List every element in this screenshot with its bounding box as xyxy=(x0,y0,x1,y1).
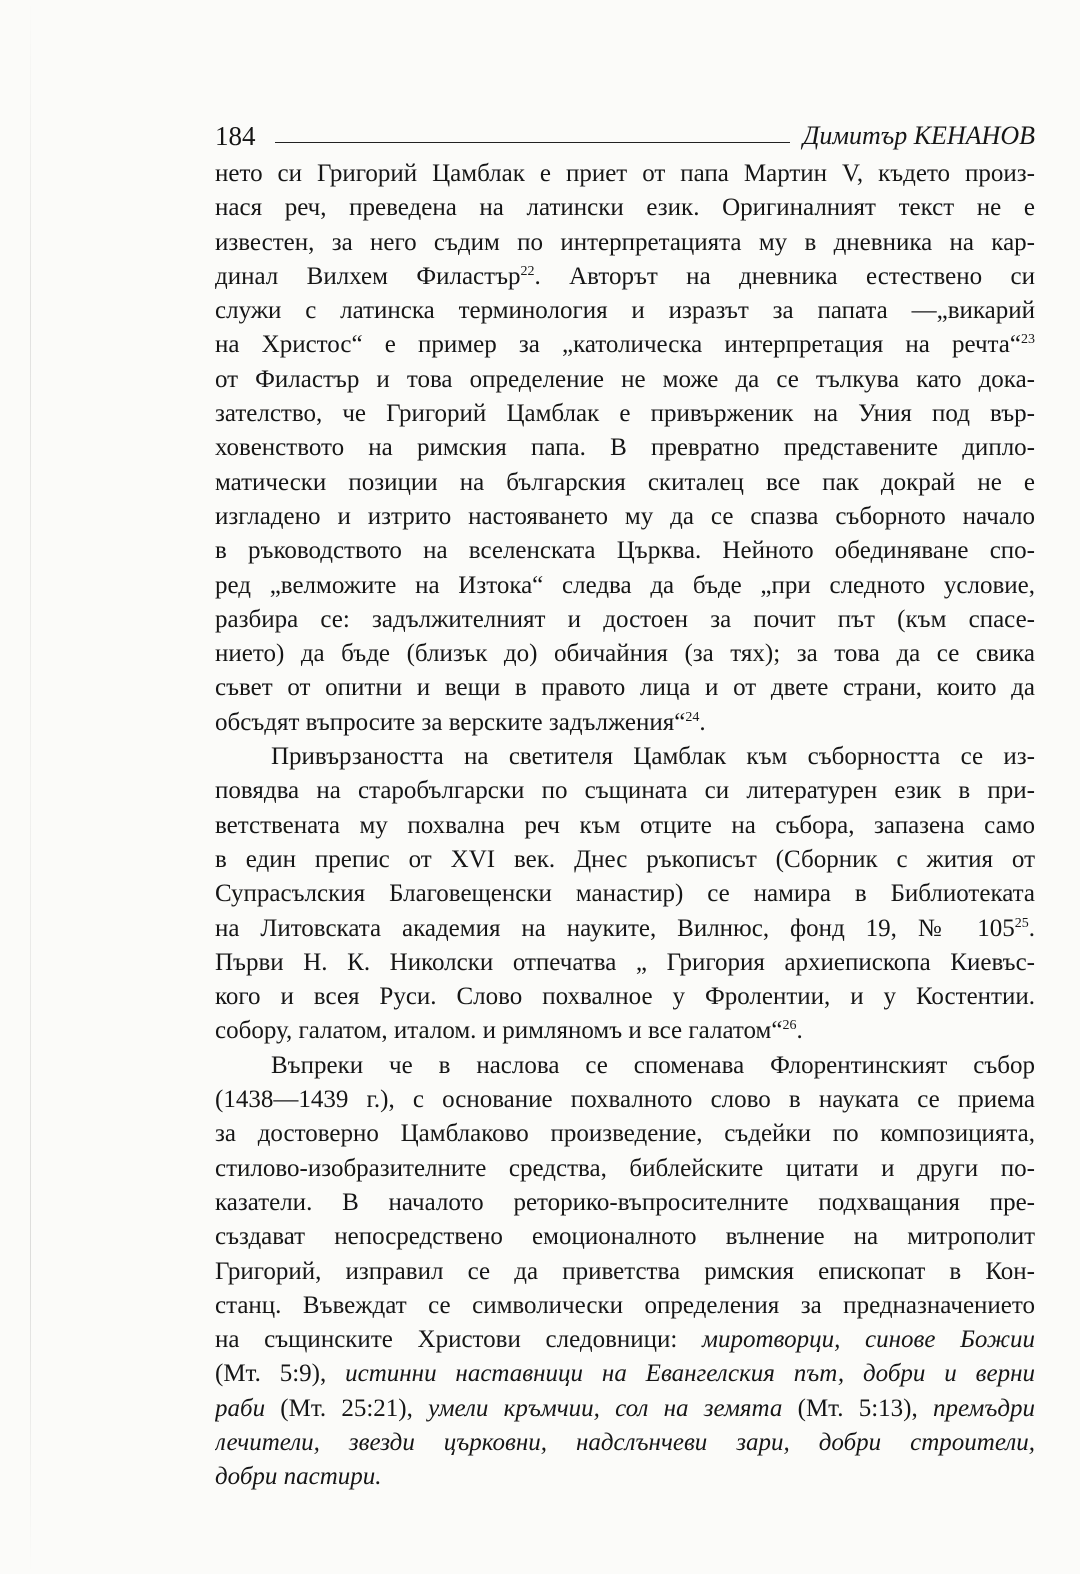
text-run: създават непосредствено емоционалното вълнение на митрополит xyxy=(215,1223,1035,1251)
text-run: изгладено и изтрито настояването му да се спазва съборното начало xyxy=(215,502,1035,530)
text-line xyxy=(215,157,1035,191)
text-line xyxy=(215,706,1035,740)
text-line xyxy=(215,569,1035,603)
text-run: зателство, че Григорий Цамблак е привърженик на Уния под вър- xyxy=(215,400,1035,428)
text-run: (Мт. 25:21), xyxy=(265,1394,429,1422)
footnote-ref: 22 xyxy=(520,263,535,279)
italic-text: миротворци, синове Божии xyxy=(702,1326,1035,1354)
text-line xyxy=(215,1083,1035,1117)
text-line xyxy=(215,431,1035,465)
text-run: ветствената му похвална реч към отците на събора, запазена само xyxy=(215,811,1035,839)
italic-text: истинни наставници на Евангелския път, добри и верни xyxy=(345,1360,1035,1388)
text-line xyxy=(215,1117,1035,1151)
text-line xyxy=(215,500,1035,534)
text-run: обсъдят въпросите за верските задължения“ xyxy=(215,708,686,736)
text-run: матически позиции на българския скиталец все пак докрай не е xyxy=(215,468,1035,496)
text-line xyxy=(215,363,1035,397)
text-run: нието) да бъде (близък до) обичайния (за тях); за това да се свика xyxy=(215,640,1035,668)
text-run: в ръководството на вселенската Църква. Нейното обединяване спо- xyxy=(215,537,1035,565)
text-run: нето си Григорий Цамблак е приет от папа Мартин V, където произ- xyxy=(215,160,1035,187)
text-line xyxy=(215,1426,1035,1460)
italic-text: умели кръмчии, сол на земята xyxy=(428,1394,783,1422)
text-line xyxy=(215,740,1035,774)
text-run: за достоверно Цамблаково произведение, съдейки по композицията, xyxy=(215,1120,1035,1148)
text-run: (1438—1439 г.), с основание похвалното слово в науката се приема xyxy=(215,1086,1035,1114)
footnote-ref: 23 xyxy=(1021,332,1035,348)
text-line xyxy=(215,637,1035,671)
text-line xyxy=(215,1323,1035,1357)
text-run: на Христос“ е пример за „католическа интерпретация на речта“ xyxy=(215,331,1021,359)
text-run: . Авторът на дневника естествено си xyxy=(534,262,1035,290)
text-run: на същинските Христови следовници: xyxy=(215,1326,703,1354)
italic-text: премъдри xyxy=(932,1394,1035,1422)
text-line xyxy=(215,1460,1035,1494)
text-line xyxy=(215,1186,1035,1220)
text-run: Супрасълския Благовещенски манастир) се намира в Библиотеката xyxy=(215,880,1035,908)
page-header xyxy=(215,118,1035,154)
header-rule xyxy=(275,142,790,143)
body-text xyxy=(215,157,1035,1495)
running-head-author: Димитър КЕНАНОВ xyxy=(802,121,1035,150)
text-run: динал Вилхем Филастър xyxy=(215,262,521,290)
text-run: съвет от опитни и вещи в правото лица и от двете страни, които да xyxy=(215,674,1035,702)
text-run: Григорий, изправил се да приветства римския епископат в Кон- xyxy=(215,1257,1035,1285)
text-line xyxy=(215,843,1035,877)
text-run: казатели. В началото реторико-въпросителните подхващания пре- xyxy=(215,1188,1035,1216)
text-line xyxy=(215,946,1035,980)
italic-text: добри пастири. xyxy=(215,1463,382,1491)
text-line xyxy=(215,1152,1035,1186)
text-line xyxy=(215,912,1035,946)
text-line xyxy=(215,466,1035,500)
text-run: (Мт. 5:9), xyxy=(215,1360,346,1388)
text-line xyxy=(215,397,1035,431)
text-line xyxy=(215,191,1035,225)
text-run: на Литовската академия на науките, Вилнюс, фонд 19, № 105 xyxy=(215,914,1015,942)
footnote-ref: 24 xyxy=(685,709,700,725)
text-run: ховенството на римския папа. В превратно представените дипло- xyxy=(215,434,1035,462)
text-line xyxy=(215,1220,1035,1254)
text-line xyxy=(215,294,1035,328)
text-run: Първи Н. К. Николски отпечатва „ Григория архиепископа Киевъс- xyxy=(215,948,1035,976)
text-line xyxy=(215,1014,1035,1048)
text-run: служи с латинска терминология и изразът за папата —„викарий xyxy=(215,297,1035,325)
text-run: . xyxy=(1028,914,1035,942)
text-run: . xyxy=(699,708,706,736)
text-run: повядва на старобългарски по същината си литературен език в при- xyxy=(215,777,1035,805)
text-run: известен, за него съдим по интерпретацията му в дневника на кар- xyxy=(215,228,1035,256)
text-run: разбира се: задължителният и достоен за почит път (към спасе- xyxy=(215,605,1035,633)
footnote-ref: 26 xyxy=(782,1018,797,1034)
text-line xyxy=(215,534,1035,568)
text-run: собору, галатом, италом. и римляномъ и все галатом“ xyxy=(215,1017,783,1045)
text-line xyxy=(215,1392,1035,1426)
text-line xyxy=(215,877,1035,911)
text-run: ред „велможите на Изтока“ следва да бъде „при следното условие, xyxy=(215,571,1035,599)
text-run: . xyxy=(796,1017,803,1045)
text-line xyxy=(215,260,1035,294)
text-line xyxy=(215,1357,1035,1391)
text-line xyxy=(215,1255,1035,1289)
text-run: Въпреки че в наслова се споменава Флорентинският събор xyxy=(271,1051,1035,1079)
text-line xyxy=(215,603,1035,637)
text-line xyxy=(215,809,1035,843)
italic-text: раби xyxy=(215,1394,266,1422)
text-run: станц. Въвеждат се символически определения за предназначението xyxy=(215,1291,1035,1319)
text-run: Привързаността на светителя Цамблак към съборността се из- xyxy=(271,743,1035,771)
text-run: от Филастър и това определение не може да се тълкува като дока- xyxy=(215,365,1035,393)
text-line xyxy=(215,671,1035,705)
text-line xyxy=(215,1049,1035,1083)
text-line xyxy=(215,980,1035,1014)
text-line xyxy=(215,774,1035,808)
text-run: нася реч, преведена на латински език. Оригиналният текст не е xyxy=(215,194,1035,222)
text-line xyxy=(215,226,1035,260)
footnote-ref: 25 xyxy=(1014,915,1029,931)
text-run: стилово-изобразителните средства, библейските цитати и други по- xyxy=(215,1154,1035,1182)
text-run: кого и всея Руси. Слово похвалное у Фролентии, и у Костентии. xyxy=(215,983,1035,1011)
italic-text: лечители, звезди църковни, надслънчеви зари, добри строители, xyxy=(215,1428,1035,1456)
text-run: (Мт. 5:13), xyxy=(782,1394,933,1422)
page-number: 184 xyxy=(215,121,256,151)
text-line xyxy=(215,328,1035,362)
text-run: в един препис от XVI век. Днес ръкописът (Сборник с жития от xyxy=(215,845,1035,873)
text-line xyxy=(215,1289,1035,1323)
scan-edge-shadow xyxy=(30,0,31,1574)
